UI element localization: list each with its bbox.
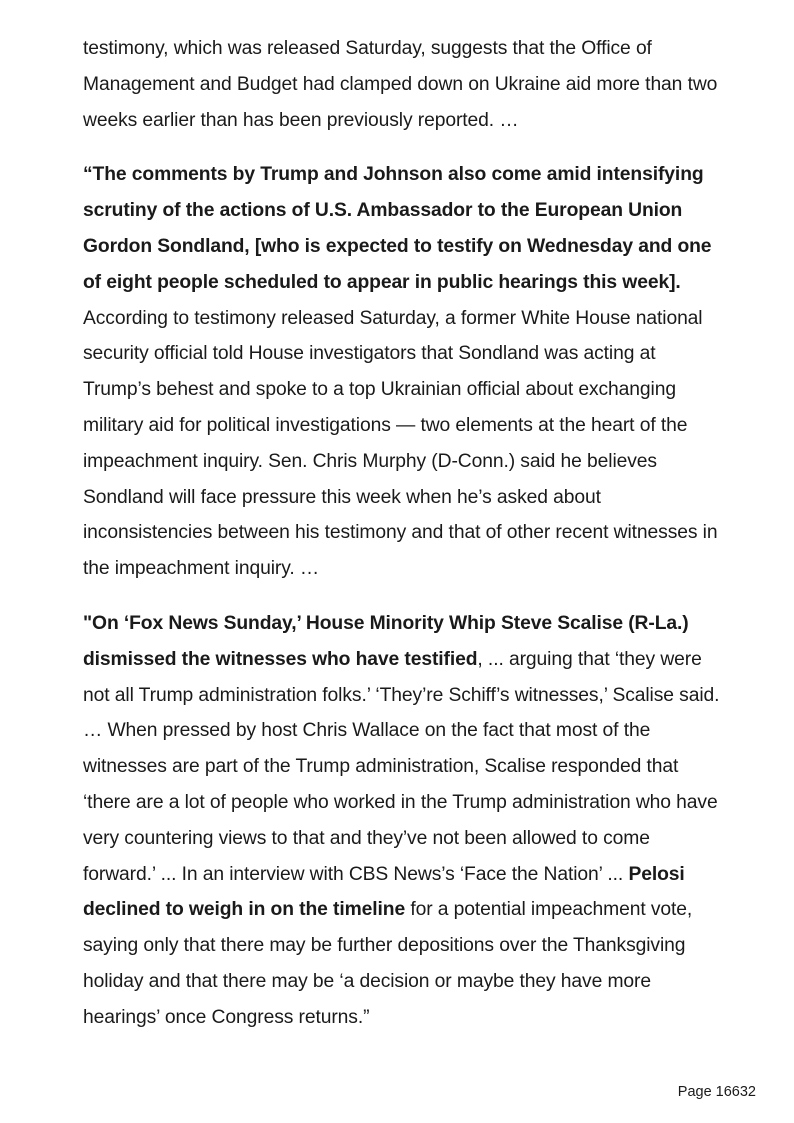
bold-lead-text: “The comments by Trump and Johnson also come amid intensifying scrutiny of the actions of U.S. Ambassador to the European Union Gordon Sondland, [who is expected to testify on Wednesday and one of eight people scheduled to appear in public hearings this week]. — [83, 164, 712, 293]
bold-highlight-text: Pelosi declined to weigh in on the timeline — [83, 863, 685, 921]
paragraph-scalise-pelosi — [83, 606, 723, 1036]
paragraph-sondland-scrutiny — [83, 157, 723, 587]
paragraph-text: testimony, which was released Saturday, suggests that the Office of Management and Budget had clamped down on Ukraine aid more than two weeks earlier than has been previously reported. … — [83, 38, 718, 131]
bold-lead-text: "On ‘Fox News Sunday,’ House Minority Whip Steve Scalise (R-La.) dismissed the witnesses who have testified — [83, 612, 689, 670]
paragraph-text: According to testimony released Saturday, a former White House national security official told House investigators that Sondland was acting at Trump’s behest and spoke to a top Ukrainian official about exchanging military aid for political investigations — two elements at the heart of the impeachment inquiry. Sen. Chris Murphy (D-Conn.) said he believes Sondland will face pressure this week when he’s asked about inconsistencies between his testimony and that of other recent witnesses in the impeachment inquiry. … — [83, 307, 718, 580]
paragraph-text: for a potential impeachment vote, saying only that there may be further depositions over the Thanksgiving holiday and that there may be ‘a decision or maybe they have more hearings’ once Congress returns.” — [83, 899, 693, 1028]
article-body — [83, 31, 723, 1083]
paragraph-omb-testimony — [83, 31, 723, 138]
paragraph-text: , ... arguing that ‘they were not all Trump administration folks.’ ‘They’re Schiff’s witnesses,’ Scalise said. … When pressed by host Chris Wallace on the fact that most of the witnesses are part of the Trump administration, Scalise responded that ‘there are a lot of people who worked in the Trump administration who have very countering views to that and they’ve not been allowed to come forward.’ ... In an interview with CBS News’s ‘Face the Nation’ ... — [83, 648, 720, 885]
page-number: Page 16632 — [677, 1084, 756, 1100]
